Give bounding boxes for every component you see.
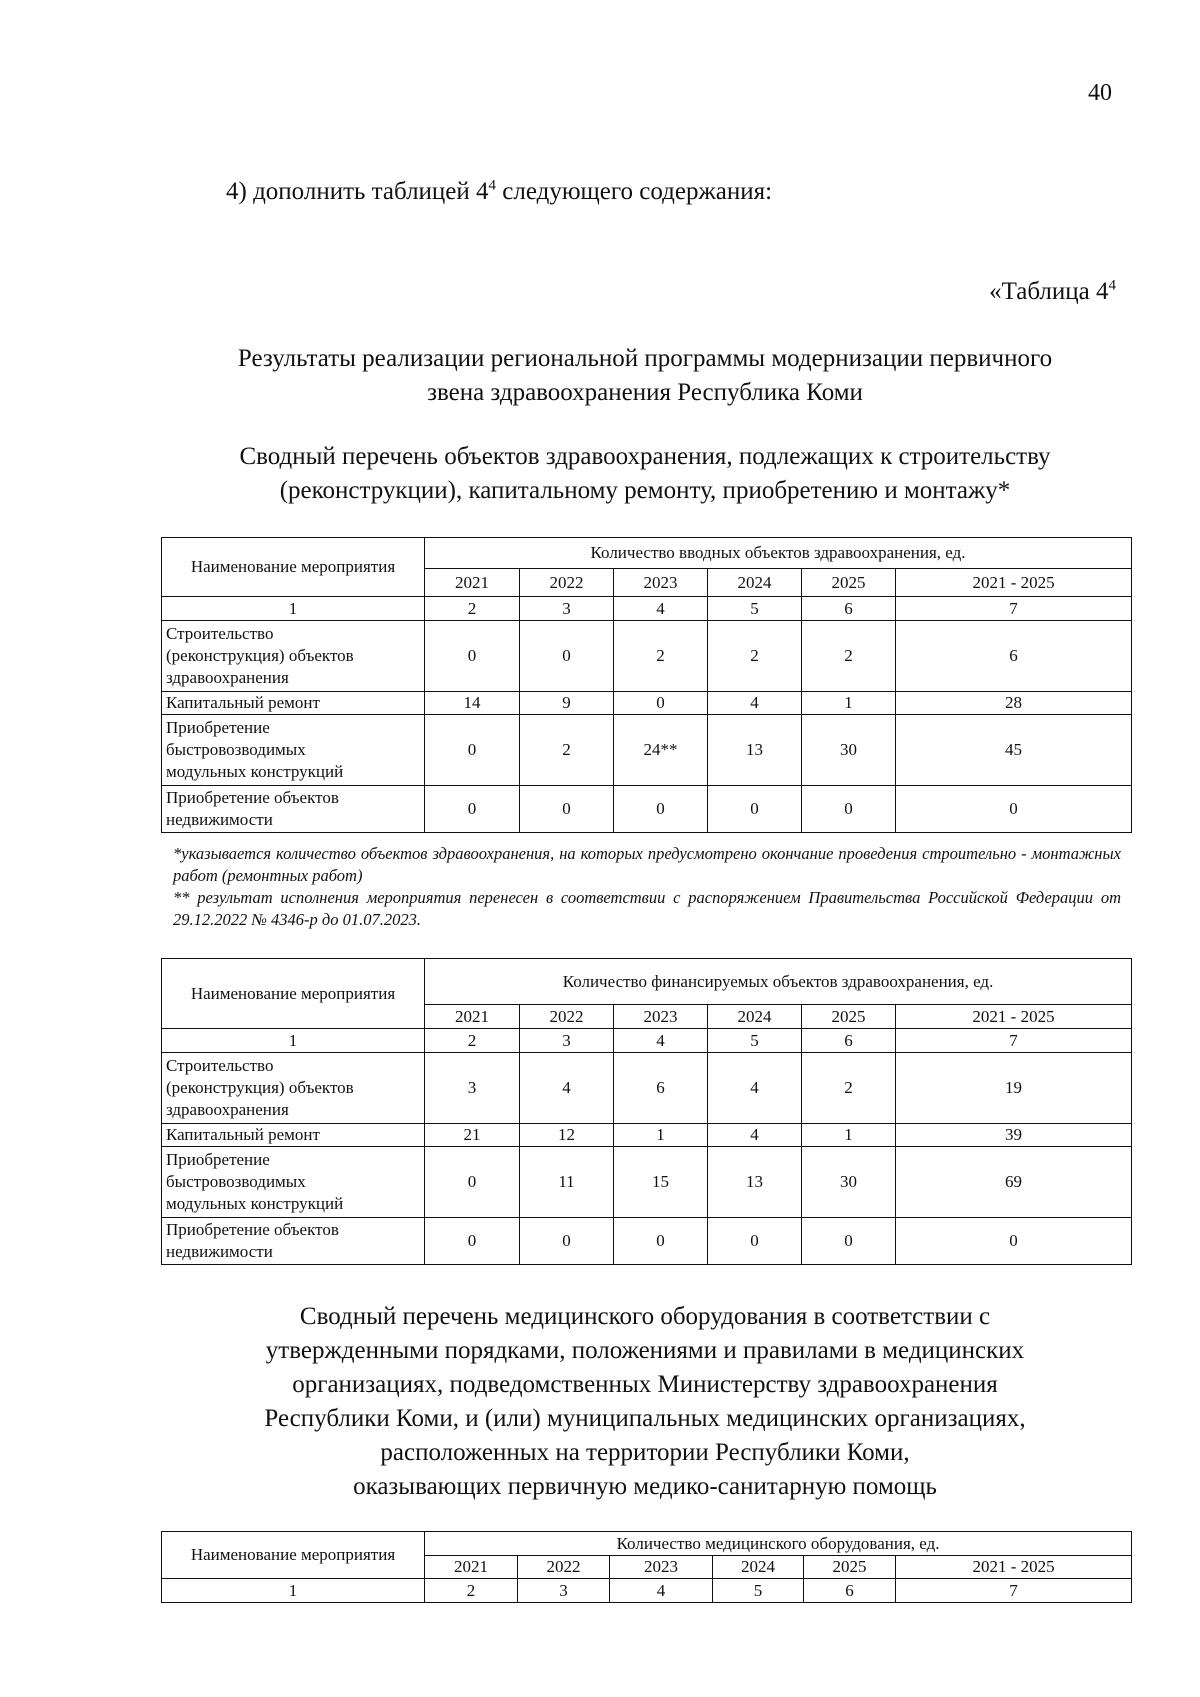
column-number: 1 — [162, 597, 425, 621]
value-cell: 0 — [520, 621, 614, 692]
value-cell: 2 — [614, 621, 708, 692]
value-cell: 0 — [614, 692, 708, 715]
row-name-line: (реконструкция) объектов — [166, 1078, 354, 1097]
column-number: 7 — [896, 1029, 1132, 1053]
value-cell: 0 — [520, 1218, 614, 1265]
row-name — [162, 715, 425, 786]
heading-line: расположенных на территории Республики Коми, — [380, 1439, 910, 1466]
intro-text-main: 4) дополнить таблицей 4 — [226, 178, 489, 205]
name-column-header: Наименование мероприятия — [162, 959, 425, 1029]
page-number: 40 — [1088, 80, 1112, 106]
row-name — [162, 1147, 425, 1218]
row-name-line: Приобретение — [166, 718, 270, 737]
row-name-line: недвижимости — [166, 810, 273, 829]
intro-text — [226, 178, 772, 206]
row-name-line: модульных конструкций — [166, 1194, 344, 1213]
row-name-line: недвижимости — [166, 1242, 273, 1261]
column-number: 6 — [804, 1579, 896, 1603]
table-header-row — [162, 959, 1132, 1005]
value-cell: 24** — [614, 715, 708, 786]
column-numbering-row — [162, 1579, 1132, 1603]
value-cell: 0 — [425, 1218, 520, 1265]
year-header: 2021 — [425, 569, 520, 597]
row-name — [162, 1218, 425, 1265]
row-name-line: Приобретение объектов — [166, 788, 339, 807]
year-header: 2024 — [713, 1556, 804, 1579]
year-header: 2025 — [802, 569, 896, 597]
year-header: 2023 — [614, 569, 708, 597]
column-number: 3 — [520, 1029, 614, 1053]
group-column-header: Количество вводных объектов здравоохранения, ед. — [425, 538, 1132, 569]
value-cell: 19 — [896, 1053, 1132, 1124]
table-row — [162, 1147, 1132, 1218]
year-header: 2021 — [425, 1556, 518, 1579]
row-name-line: Строительство — [166, 624, 274, 643]
heading-line: Сводный перечень медицинского оборудования в соответствии с — [299, 1303, 991, 1330]
row-name — [162, 786, 425, 833]
row-name-line: быстровозводимых — [166, 1172, 306, 1191]
value-cell: 12 — [520, 1124, 614, 1147]
column-number: 4 — [614, 1029, 708, 1053]
intro-superscript: 4 — [488, 177, 497, 194]
equipment-heading — [160, 1300, 1130, 1504]
column-number: 1 — [162, 1579, 425, 1603]
heading-line: Сводный перечень объектов здравоохранения, подлежащих к строительству — [239, 443, 1051, 470]
year-header: 2021 - 2025 — [896, 569, 1132, 597]
row-name — [162, 1053, 425, 1124]
value-cell: 4 — [708, 1053, 802, 1124]
year-header: 2021 — [425, 1005, 520, 1029]
year-header: 2022 — [520, 1005, 614, 1029]
table-label — [989, 278, 1116, 306]
year-header: 2025 — [802, 1005, 896, 1029]
column-number: 2 — [425, 1029, 520, 1053]
year-header: 2023 — [610, 1556, 713, 1579]
heading-line: организациях, подведомственных Министерству здравоохранения — [292, 1371, 998, 1398]
results-heading — [160, 342, 1130, 410]
row-name — [162, 1124, 425, 1147]
value-cell: 1 — [802, 1124, 896, 1147]
table-row — [162, 786, 1132, 833]
row-name-line: быстровозводимых — [166, 740, 306, 759]
heading-line: Республики Коми, и (или) муниципальных медицинских организациях, — [264, 1405, 1026, 1432]
value-cell: 69 — [896, 1147, 1132, 1218]
column-number: 7 — [896, 597, 1132, 621]
financed-objects-table — [161, 958, 1132, 1265]
commissioned-objects-table — [161, 537, 1132, 833]
value-cell: 2 — [520, 715, 614, 786]
objects-heading — [160, 440, 1130, 508]
year-header: 2022 — [520, 569, 614, 597]
table-footnotes — [173, 843, 1121, 931]
column-number: 5 — [708, 597, 802, 621]
column-number: 2 — [425, 597, 520, 621]
medical-equipment-table — [161, 1531, 1132, 1603]
heading-line: звена здравоохранения Республика Коми — [427, 379, 863, 406]
row-name-line: Капитальный ремонт — [166, 693, 320, 712]
row-name — [162, 692, 425, 715]
table-label-superscript: 4 — [1108, 277, 1116, 294]
column-number: 1 — [162, 1029, 425, 1053]
column-number: 5 — [708, 1029, 802, 1053]
value-cell: 2 — [802, 1053, 896, 1124]
table-header-row — [162, 1532, 1132, 1556]
year-header: 2024 — [708, 569, 802, 597]
footnote: *указывается количество объектов здравоохранения, на которых предусмотрено окончание проведения строительно - монтажных работ (ремонтных работ) — [173, 844, 1121, 885]
value-cell: 4 — [708, 692, 802, 715]
row-name-line: здравоохранения — [166, 668, 289, 687]
column-number: 6 — [802, 597, 896, 621]
intro-text-tail: следующего содержания: — [496, 178, 773, 205]
column-number: 6 — [802, 1029, 896, 1053]
value-cell: 9 — [520, 692, 614, 715]
value-cell: 2 — [708, 621, 802, 692]
year-header: 2021 - 2025 — [896, 1005, 1132, 1029]
group-column-header: Количество медицинского оборудования, ед. — [425, 1532, 1132, 1556]
value-cell: 1 — [614, 1124, 708, 1147]
year-header: 2022 — [518, 1556, 610, 1579]
column-number: 5 — [713, 1579, 804, 1603]
value-cell: 0 — [425, 1147, 520, 1218]
value-cell: 4 — [520, 1053, 614, 1124]
name-column-header: Наименование мероприятия — [162, 1532, 425, 1579]
value-cell: 6 — [896, 621, 1132, 692]
value-cell: 0 — [425, 621, 520, 692]
value-cell: 0 — [896, 786, 1132, 833]
table-row — [162, 621, 1132, 692]
table-row — [162, 715, 1132, 786]
value-cell: 4 — [708, 1124, 802, 1147]
value-cell: 0 — [896, 1218, 1132, 1265]
column-number: 3 — [520, 597, 614, 621]
table-row — [162, 1053, 1132, 1124]
heading-line: утвержденными порядками, положениями и правилами в медицинских — [265, 1337, 1025, 1364]
value-cell: 2 — [802, 621, 896, 692]
column-number: 7 — [896, 1579, 1132, 1603]
value-cell: 0 — [614, 1218, 708, 1265]
value-cell: 6 — [614, 1053, 708, 1124]
group-column-header: Количество финансируемых объектов здравоохранения, ед. — [425, 959, 1132, 1005]
row-name — [162, 621, 425, 692]
value-cell: 13 — [708, 1147, 802, 1218]
row-name-line: (реконструкция) объектов — [166, 646, 354, 665]
value-cell: 13 — [708, 715, 802, 786]
value-cell: 11 — [520, 1147, 614, 1218]
value-cell: 0 — [520, 786, 614, 833]
row-name-line: здравоохранения — [166, 1100, 289, 1119]
table-label-text: «Таблица 4 — [989, 278, 1109, 305]
value-cell: 1 — [802, 692, 896, 715]
column-number: 2 — [425, 1579, 518, 1603]
value-cell: 0 — [614, 786, 708, 833]
year-header: 2024 — [708, 1005, 802, 1029]
footnote: ** результат исполнения мероприятия перенесен в соответствии с распоряжением Правительства Российской Федерации от 29.12.2022 № 4346-р до 01.07.2023. — [173, 888, 1121, 929]
table-row — [162, 1124, 1132, 1147]
row-name-line: Приобретение — [166, 1150, 270, 1169]
value-cell: 45 — [896, 715, 1132, 786]
column-number: 4 — [610, 1579, 713, 1603]
row-name-line: Строительство — [166, 1056, 274, 1075]
value-cell: 0 — [425, 786, 520, 833]
value-cell: 3 — [425, 1053, 520, 1124]
value-cell: 30 — [802, 715, 896, 786]
column-numbering-row — [162, 597, 1132, 621]
column-number: 4 — [614, 597, 708, 621]
heading-line: оказывающих первичную медико-санитарную помощь — [353, 1473, 937, 1500]
value-cell: 0 — [708, 786, 802, 833]
value-cell: 0 — [802, 786, 896, 833]
table-row — [162, 692, 1132, 715]
value-cell: 39 — [896, 1124, 1132, 1147]
year-header: 2023 — [614, 1005, 708, 1029]
heading-line: (реконструкции), капитальному ремонту, приобретению и монтажу* — [279, 477, 1011, 504]
year-header: 2021 - 2025 — [896, 1556, 1132, 1579]
row-name-line: модульных конструкций — [166, 762, 344, 781]
value-cell: 21 — [425, 1124, 520, 1147]
row-name-line: Капитальный ремонт — [166, 1125, 320, 1144]
column-number: 3 — [518, 1579, 610, 1603]
value-cell: 28 — [896, 692, 1132, 715]
table-header-row — [162, 538, 1132, 569]
heading-line: Результаты реализации региональной программы модернизации первичного — [237, 345, 1053, 372]
value-cell: 15 — [614, 1147, 708, 1218]
row-name-line: Приобретение объектов — [166, 1220, 339, 1239]
column-numbering-row — [162, 1029, 1132, 1053]
value-cell: 0 — [802, 1218, 896, 1265]
value-cell: 0 — [708, 1218, 802, 1265]
table-row — [162, 1218, 1132, 1265]
year-header: 2025 — [804, 1556, 896, 1579]
value-cell: 0 — [425, 715, 520, 786]
value-cell: 14 — [425, 692, 520, 715]
value-cell: 30 — [802, 1147, 896, 1218]
name-column-header: Наименование мероприятия — [162, 538, 425, 597]
